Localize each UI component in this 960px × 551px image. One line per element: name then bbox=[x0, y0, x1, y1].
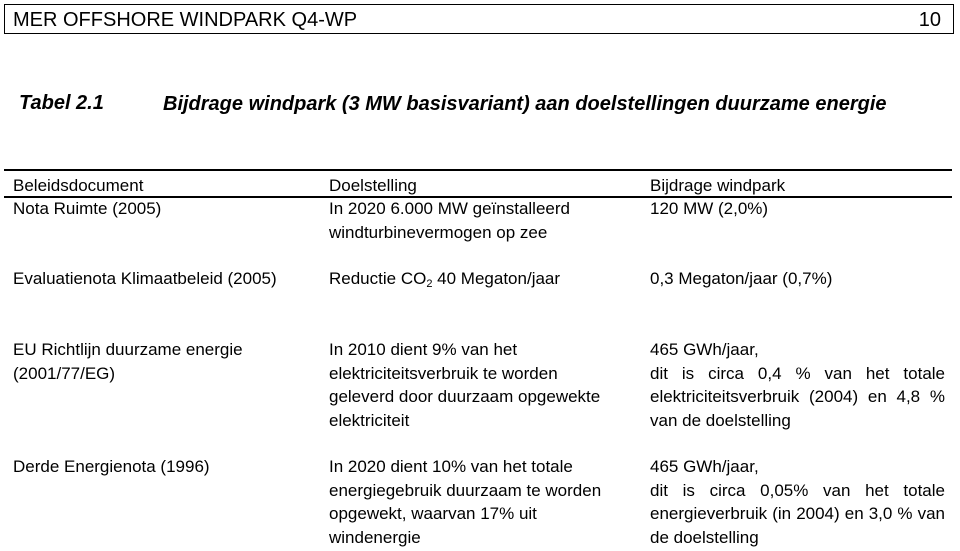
row-3-document: EU Richtlijn duurzame energie (2001/77/EG) bbox=[13, 340, 243, 383]
contribution-table bbox=[0, 166, 960, 551]
row-4-goal: In 2020 dient 10% van het totale energiegebruik duurzaam te worden opgewekt, waarvan 17% uit windenergie bbox=[329, 457, 602, 547]
row-2-goal-prefix: Reductie CO bbox=[329, 269, 427, 288]
table-caption-label: Tabel 2.1 bbox=[19, 92, 104, 114]
row-4-contribution-rest: dit is circa 0,05% van het totale energieverbruik (in 2004) en 3,0 % van de doelstelling bbox=[650, 480, 945, 547]
column-header-goal: Doelstelling bbox=[329, 176, 417, 195]
page-header bbox=[4, 4, 954, 34]
row-4-document: Derde Energienota (1996) bbox=[13, 457, 210, 476]
table-top-rule bbox=[4, 169, 952, 171]
row-3-contribution-line1: 465 GWh/jaar, bbox=[650, 340, 759, 359]
column-header-contribution: Bijdrage windpark bbox=[650, 176, 786, 195]
row-2-goal-suffix: 40 Megaton/jaar bbox=[432, 269, 561, 288]
table-caption-text: Bijdrage windpark (3 MW basisvariant) aan doelstellingen duurzame energie bbox=[163, 93, 887, 115]
column-header-document: Beleidsdocument bbox=[13, 176, 144, 195]
row-2-document: Evaluatienota Klimaatbeleid (2005) bbox=[13, 269, 277, 288]
row-1-contribution: 120 MW (2,0%) bbox=[650, 199, 769, 218]
row-1-goal: In 2020 6.000 MW geïnstalleerd windturbinevermogen op zee bbox=[329, 199, 570, 242]
row-1-document: Nota Ruimte (2005) bbox=[13, 199, 162, 218]
row-4-contribution-line1: 465 GWh/jaar, bbox=[650, 457, 759, 476]
row-3-contribution bbox=[650, 338, 945, 432]
row-3-goal: In 2010 dient 9% van het elektriciteitsverbruik te worden geleverd door duurzaam opgewekte elektriciteit bbox=[329, 340, 601, 430]
row-2-goal bbox=[329, 267, 619, 291]
document-title: MER OFFSHORE WINDPARK Q4-WP bbox=[13, 9, 358, 31]
row-2-goal-subscript: 2 bbox=[426, 278, 433, 290]
row-2-contribution: 0,3 Megaton/jaar (0,7%) bbox=[650, 269, 833, 288]
row-4-contribution bbox=[650, 455, 945, 549]
page-number: 10 bbox=[918, 9, 941, 31]
row-3-contribution-rest: dit is circa 0,4 % van het totale elektriciteitsverbruik (2004) en 4,8 % van de doelstelling bbox=[650, 363, 945, 430]
